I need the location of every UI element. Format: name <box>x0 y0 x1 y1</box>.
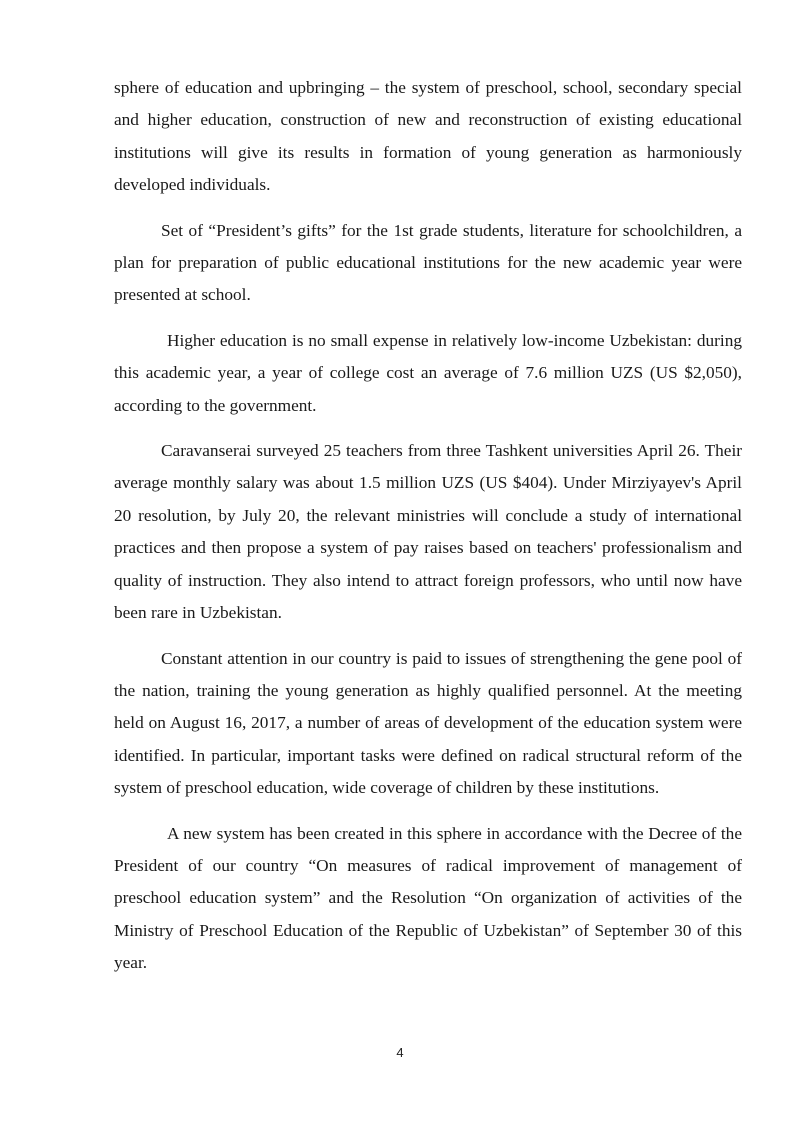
paragraph-new-system: A new system has been created in this sphere in accordance with the Decree of the President of our country “On measures of radical improvement of management of preschool education system” and the Resolution “On organization of activities of the Ministry of Preschool Education of the Republic of Uzbekistan” of September 30 of this year. <box>114 823 742 973</box>
paragraph-presidents-gifts: Set of “President’s gifts” for the 1st grade students, literature for schoolchildren, a plan for preparation of public educational institutions for the new academic year were presented at school. <box>114 220 742 305</box>
document-body <box>114 72 742 993</box>
paragraph-gene-pool: Constant attention in our country is paid to issues of strengthening the gene pool of the nation, training the young generation as highly qualified personnel. At the meeting held on August 16, 2017, a number of areas of development of the education system were identified. In particular, important tasks were defined on radical structural reform of the system of preschool education, wide coverage of children by these institutions. <box>114 648 742 798</box>
paragraph-teacher-survey: Caravanserai surveyed 25 teachers from three Tashkent universities April 26. Their average monthly salary was about 1.5 million UZS (US $404). Under Mirziyayev's April 20 resolution, by July 20, the relevant ministries will conclude a study of international practices and then propose a system of pay raises based on teachers' professionalism and quality of instruction. They also intend to attract foreign professors, who until now have been rare in Uzbekistan. <box>114 441 742 623</box>
paragraph-education-system: sphere of education and upbringing – the system of preschool, school, secondary special and higher education, construction of new and reconstruction of existing educational institutions will give its results in formation of young generation as harmoniously developed individuals. <box>114 78 742 195</box>
paragraph-higher-education-cost: Higher education is no small expense in relatively low-income Uzbekistan: during this academic year, a year of college cost an average of 7.6 million UZS (US $2,050), according to the government. <box>114 330 742 415</box>
page-number: 4 <box>396 1045 404 1060</box>
